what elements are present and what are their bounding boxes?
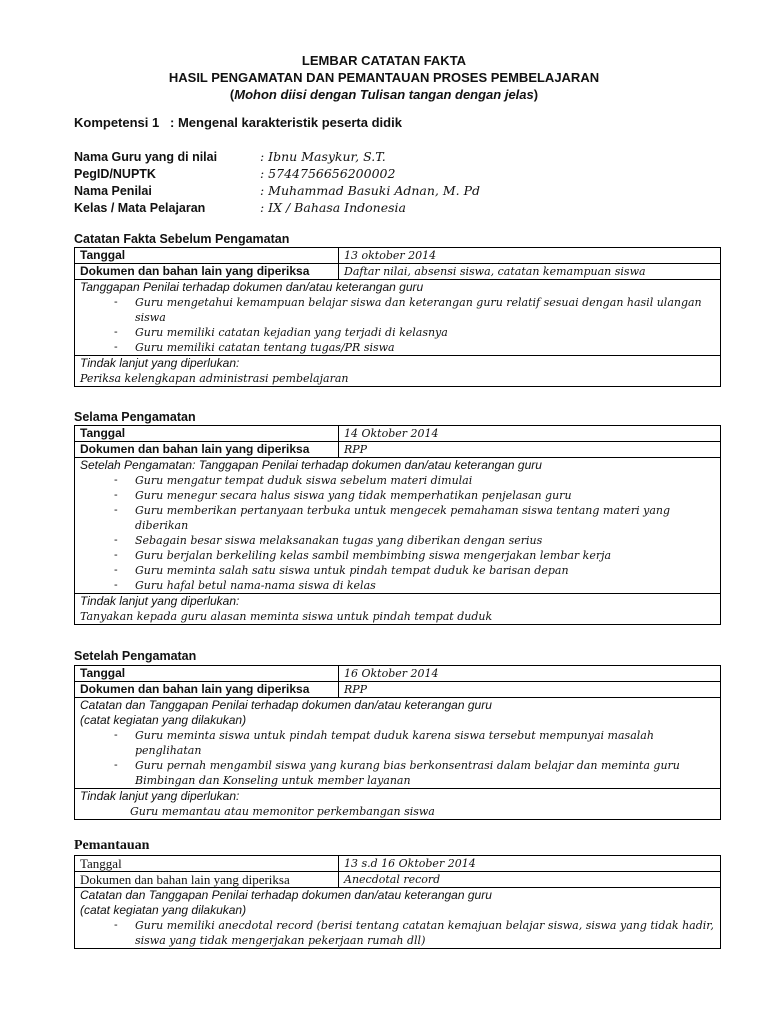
table-row: [75, 682, 721, 698]
tindak-cell: [75, 594, 721, 625]
header-title: LEMBAR CATATAN FAKTA: [301, 53, 467, 68]
dokumen-value: RPP: [339, 442, 721, 458]
info-row: [74, 199, 480, 216]
dokumen-label: Dokumen dan bahan lain yang diperiksa: [75, 682, 339, 698]
list-item: - Sebagain besar siswa melaksanakan tugas yang diberikan dengan serius: [80, 533, 715, 548]
info-value: : IX / Bahasa Indonesia: [260, 200, 406, 215]
kompetensi-value: : Mengenal karakteristik peserta didik: [170, 115, 402, 130]
tindak-value: Periksa kelengkapan administrasi pembelajaran: [80, 372, 349, 385]
table-row: [75, 280, 721, 356]
info-value: : Ibnu Masykur, S.T.: [260, 149, 386, 164]
table-selama: [74, 425, 721, 625]
tanggapan-sub: (catat kegiatan yang dilakukan): [80, 903, 247, 917]
dokumen-value: Daftar nilai, absensi siswa, catatan kemampuan siswa: [339, 264, 721, 280]
tanggapan-label: Tanggapan Penilai terhadap dokumen dan/atau keterangan guru: [80, 280, 424, 294]
instruction-close-paren: ): [533, 87, 539, 102]
tanggal-value: 14 Oktober 2014: [339, 426, 721, 442]
info-value: : 5744756656200002: [260, 166, 396, 181]
list-item: - Guru meminta salah satu siswa untuk pindah tempat duduk ke barisan depan: [80, 563, 715, 578]
tanggapan-label: Setelah Pengamatan: Tanggapan Penilai terhadap dokumen dan/atau keterangan guru: [80, 458, 542, 472]
info-row: [74, 182, 480, 199]
dokumen-label: Dokumen dan bahan lain yang diperiksa: [75, 872, 339, 888]
tanggal-value: 13 s.d 16 Oktober 2014: [339, 856, 721, 872]
tanggal-label: Tanggal: [75, 666, 339, 682]
tanggal-value: 13 oktober 2014: [339, 248, 721, 264]
table-row: [75, 789, 721, 820]
tindak-cell: [75, 789, 721, 820]
info-label: PegID/NUPTK: [74, 167, 156, 181]
tanggal-label: Tanggal: [75, 248, 339, 264]
dokumen-value: RPP: [339, 682, 721, 698]
kompetensi-line: [74, 115, 402, 130]
tindak-label: Tindak lanjut yang diperlukan:: [80, 594, 240, 608]
info-value: : Muhammad Basuki Adnan, M. Pd: [260, 183, 481, 198]
table-row: [75, 458, 721, 594]
tindak-cell: [75, 356, 721, 387]
section-title-sebelum: Catatan Fakta Sebelum Pengamatan: [74, 232, 290, 246]
tanggapan-cell: [75, 698, 721, 789]
table-pemantauan: [74, 855, 721, 949]
header-subtitle: HASIL PENGAMATAN DAN PEMANTAUAN PROSES PEMBELAJARAN: [168, 70, 600, 85]
table-row: [75, 594, 721, 625]
tanggapan-label: Catatan dan Tanggapan Penilai terhadap dokumen dan/atau keterangan guru: [80, 888, 492, 902]
table-row: [75, 426, 721, 442]
table-row: [75, 666, 721, 682]
list-item: - Guru meminta siswa untuk pindah tempat duduk karena siswa tersebut mempunyai masalah penglihatan: [80, 728, 715, 758]
table-row: [75, 248, 721, 264]
tanggapan-list: [80, 295, 715, 355]
tanggapan-list: [80, 918, 715, 948]
tanggal-label: Tanggal: [75, 856, 339, 872]
table-setelah: [74, 665, 721, 820]
info-row: [74, 148, 480, 165]
section-title-selama: Selama Pengamatan: [74, 410, 196, 424]
list-item: - Guru mengetahui kemampuan belajar siswa dan keterangan guru relatif sesuai dengan hasil ulangan siswa: [80, 295, 715, 325]
dokumen-value: Anecdotal record: [339, 872, 721, 888]
tanggal-value: 16 Oktober 2014: [339, 666, 721, 682]
info-label: Kelas / Mata Pelajaran: [74, 201, 206, 215]
table-row: [75, 856, 721, 872]
header-instruction: [0, 86, 768, 103]
table-row: [75, 888, 721, 949]
info-row: [74, 165, 480, 182]
kompetensi-label: Kompetensi 1: [74, 115, 160, 130]
table-sebelum: [74, 247, 721, 387]
list-item: - Guru menegur secara halus siswa yang tidak memperhatikan penjelasan guru: [80, 488, 715, 503]
list-item: - Guru berjalan berkeliling kelas sambil membimbing siswa mengerjakan lembar kerja: [80, 548, 715, 563]
tanggapan-list: [80, 728, 715, 788]
tanggapan-cell: [75, 888, 721, 949]
instruction-text: Mohon diisi dengan Tulisan tangan dengan jelas: [234, 87, 534, 102]
tanggapan-list: [80, 473, 715, 593]
section-title-setelah: Setelah Pengamatan: [74, 649, 197, 663]
dokumen-label: Dokumen dan bahan lain yang diperiksa: [75, 264, 339, 280]
table-row: [75, 264, 721, 280]
table-row: [75, 872, 721, 888]
tanggapan-cell: [75, 280, 721, 356]
info-label: Nama Penilai: [74, 184, 152, 198]
table-row: [75, 698, 721, 789]
table-row: [75, 442, 721, 458]
list-item: - Guru memiliki catatan kejadian yang terjadi di kelasnya: [80, 325, 715, 340]
teacher-info: [74, 148, 480, 216]
tindak-label: Tindak lanjut yang diperlukan:: [80, 789, 240, 803]
tanggapan-label: Catatan dan Tanggapan Penilai terhadap dokumen dan/atau keterangan guru: [80, 698, 492, 712]
list-item: - Guru mengatur tempat duduk siswa sebelum materi dimulai: [80, 473, 715, 488]
tanggapan-sub: (catat kegiatan yang dilakukan): [80, 713, 247, 727]
list-item: - Guru memberikan pertanyaan terbuka untuk mengecek pemahaman siswa tentang materi yang diberikan: [80, 503, 715, 533]
list-item: - Guru memiliki catatan tentang tugas/PR siswa: [80, 340, 715, 355]
tanggal-label: Tanggal: [75, 426, 339, 442]
dokumen-label: Dokumen dan bahan lain yang diperiksa: [75, 442, 339, 458]
tindak-value: Guru memantau atau memonitor perkembangan siswa: [130, 805, 435, 818]
section-title-pemantauan: Pemantauan: [74, 838, 150, 853]
tanggapan-cell: [75, 458, 721, 594]
tindak-label: Tindak lanjut yang diperlukan:: [80, 356, 240, 370]
instruction-open-paren: (: [229, 87, 235, 102]
tindak-value: Tanyakan kepada guru alasan meminta siswa untuk pindah tempat duduk: [80, 610, 493, 623]
table-row: [75, 356, 721, 387]
list-item: - Guru hafal betul nama-nama siswa di kelas: [80, 578, 715, 593]
info-label: Nama Guru yang di nilai: [74, 150, 218, 164]
list-item: - Guru pernah mengambil siswa yang kurang bias berkonsentrasi dalam belajar dan meminta guru Bimbingan dan Konseling untuk member layanan: [80, 758, 715, 788]
document-header: [0, 52, 768, 103]
list-item: - Guru memiliki anecdotal record (berisi tentang catatan kemajuan belajar siswa, siswa yang tidak hadir, siswa yang tidak mengerjakan pekerjaan rumah dll): [80, 918, 715, 948]
